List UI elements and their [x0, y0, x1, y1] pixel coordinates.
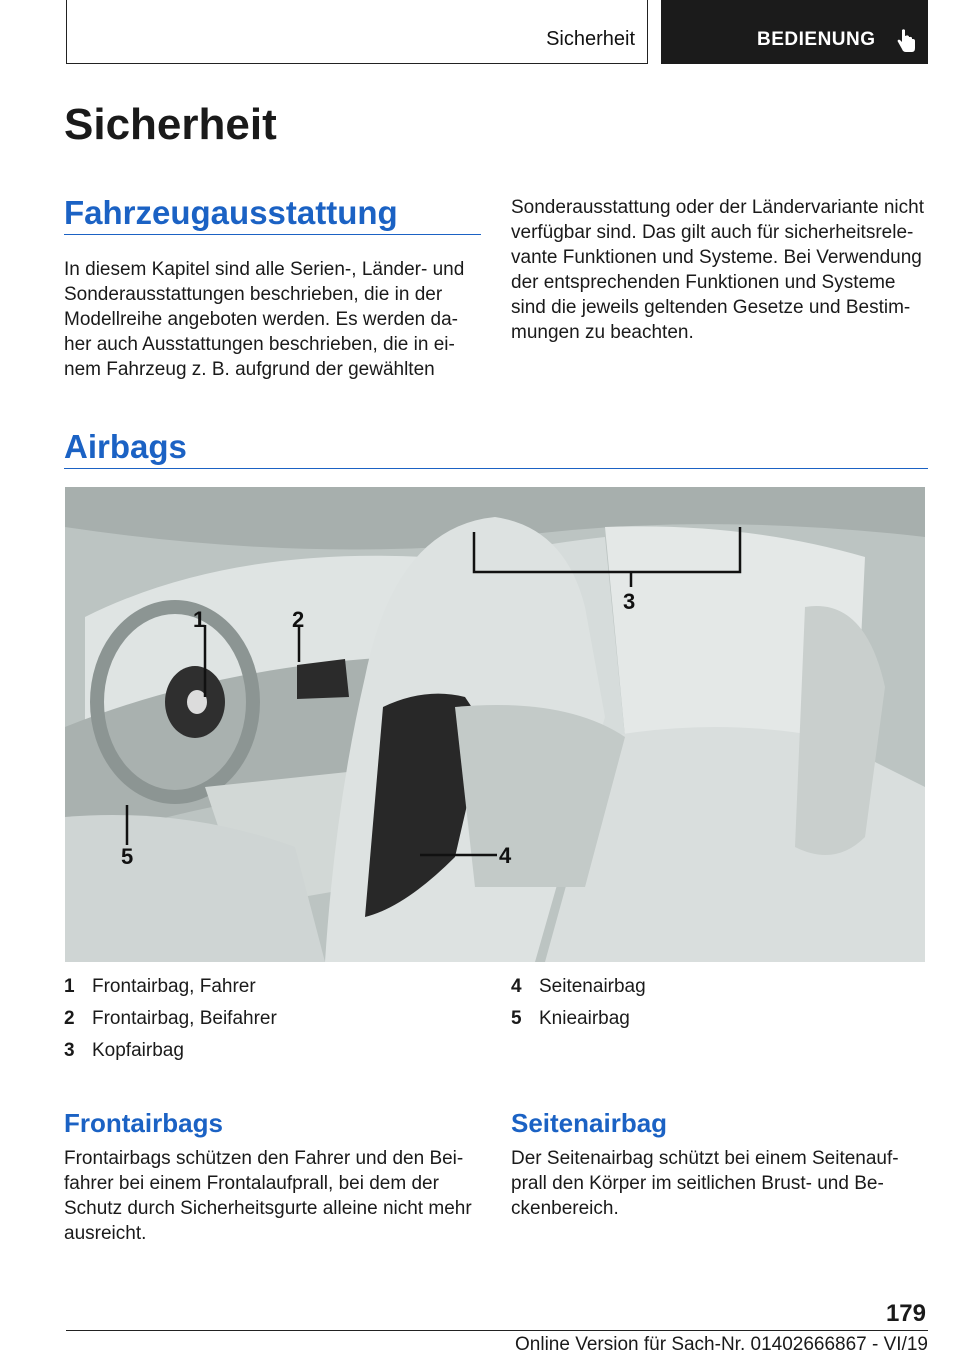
header-section-box [66, 0, 648, 64]
airbag-illustration [65, 487, 925, 962]
hand-pointer-icon [893, 28, 919, 54]
legend-item: 5 Knieairbag [511, 1008, 630, 1029]
heading-seitenairbag: Seitenairbag [511, 1108, 668, 1138]
paragraph-frontairbags: Frontairbags schützen den Fahrer und den Bei-fahrer bei einem Frontalaufprall, bei dem der Schutz durch Sicherheitsgurte alleine nicht mehr ausreicht. [64, 1148, 472, 1244]
page-title: Sicherheit [64, 100, 277, 149]
heading-fahrzeugausstattung: Fahrzeugausstattung [64, 194, 398, 231]
legend-item: 1 Frontairbag, Fahrer [64, 976, 256, 997]
heading-rule [64, 468, 928, 469]
callout-5: 5 [121, 844, 134, 869]
legend-right [511, 971, 646, 1035]
header-section-title: Sicherheit [546, 28, 635, 50]
callout-2: 2 [292, 607, 305, 632]
car-interior-drawing [65, 487, 925, 962]
header-tab-bedienung[interactable] [661, 0, 928, 64]
page-number: 179 [885, 1300, 926, 1327]
legend-left [64, 971, 277, 1067]
heading-airbags: Airbags [64, 428, 187, 465]
paragraph-fahrzeug-left: In diesem Kapitel sind alle Serien-, Länder- und Sonderausstattungen beschrieben, die in der Modellreihe angeboten werden. Es werden da-her auch Ausstattungen beschrieben, die in ei-nem Fahrzeug z. B. aufgrund der gewählten [64, 259, 465, 380]
header-tab-label: BEDIENUNG [757, 29, 876, 50]
paragraph-fahrzeug-right: Sonderausstattung oder der Ländervariante nicht verfügbar sind. Das gilt auch für sicherheitsrele-vante Funktionen und Systeme. Bei Verwendung der entsprechenden Funktionen und Systeme sind die jeweils geltenden Gesetze und Bestim-mungen zu beachten. [511, 197, 924, 343]
callout-1: 1 [193, 607, 206, 632]
heading-rule [64, 234, 481, 235]
footer-rule [66, 1330, 928, 1331]
footer-text: Online Version für Sach-Nr. 01402666867 - VI/19 [515, 1334, 928, 1355]
heading-frontairbags: Frontairbags [64, 1108, 223, 1138]
paragraph-seitenairbag: Der Seitenairbag schützt bei einem Seitenauf-prall den Körper im seitlichen Brust- und Be-ckenbereich. [511, 1148, 899, 1219]
callout-3: 3 [623, 589, 636, 614]
legend-item: 4 Seitenairbag [511, 976, 646, 997]
legend-item: 2 Frontairbag, Beifahrer [64, 1008, 277, 1029]
legend-item: 3 Kopfairbag [64, 1040, 184, 1061]
callout-4: 4 [499, 843, 512, 868]
